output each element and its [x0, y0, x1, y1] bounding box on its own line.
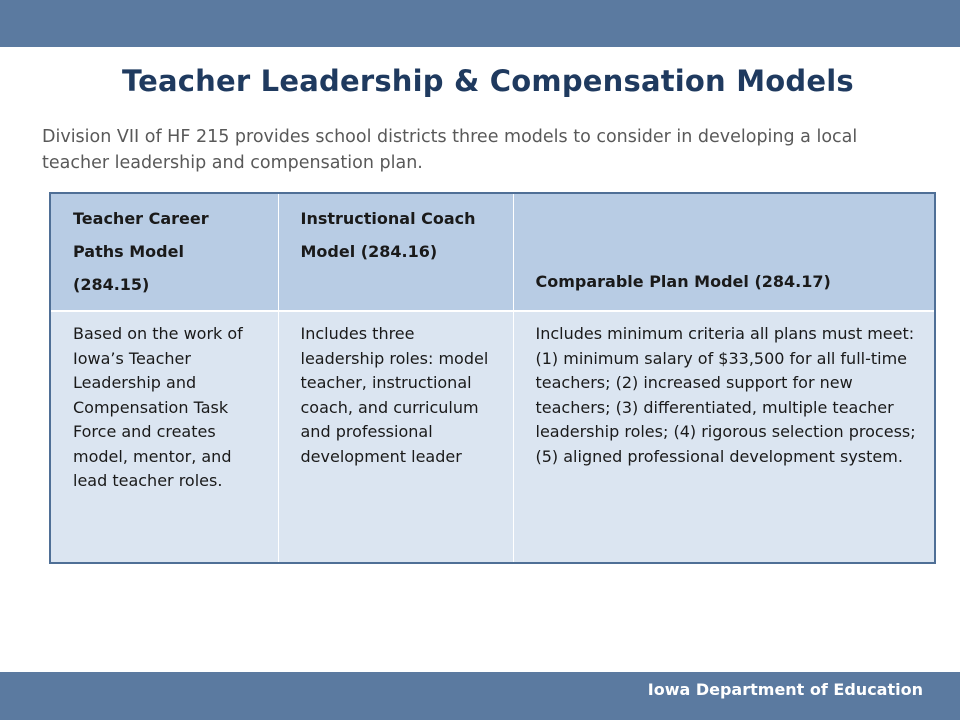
cell-instructional-coach: Includes three leadership roles: model teacher, instructional coach, and curriculum and professional development leader: [278, 311, 513, 563]
header-instructional-coach: Instructional Coach Model (284.16): [278, 193, 513, 311]
footer-organization: Iowa Department of Education: [647, 680, 923, 699]
table-row: [50, 311, 935, 563]
intro-paragraph: Division VII of HF 215 provides school districts three models to consider in developing a local teacher leadership and compensation plan.: [42, 127, 858, 173]
top-banner: [0, 0, 960, 47]
slide-title: Teacher Leadership & Compensation Models: [122, 64, 854, 98]
table-header-row: [50, 193, 935, 311]
header-comparable-plan: Comparable Plan Model (284.17): [513, 193, 935, 311]
cell-career-paths: Based on the work of Iowa’s Teacher Leadership and Compensation Task Force and creates model, mentor, and lead teacher roles.: [50, 311, 278, 563]
cell-comparable-plan: Includes minimum criteria all plans must meet: (1) minimum salary of $33,500 for all full-time teachers; (2) increased support for new teachers; (3) differentiated, multiple teacher leadership roles; (4) rigorous selection process; (5) aligned professional development system.: [513, 311, 935, 563]
models-table: [49, 192, 936, 564]
header-career-paths: Teacher Career Paths Model (284.15): [50, 193, 278, 311]
